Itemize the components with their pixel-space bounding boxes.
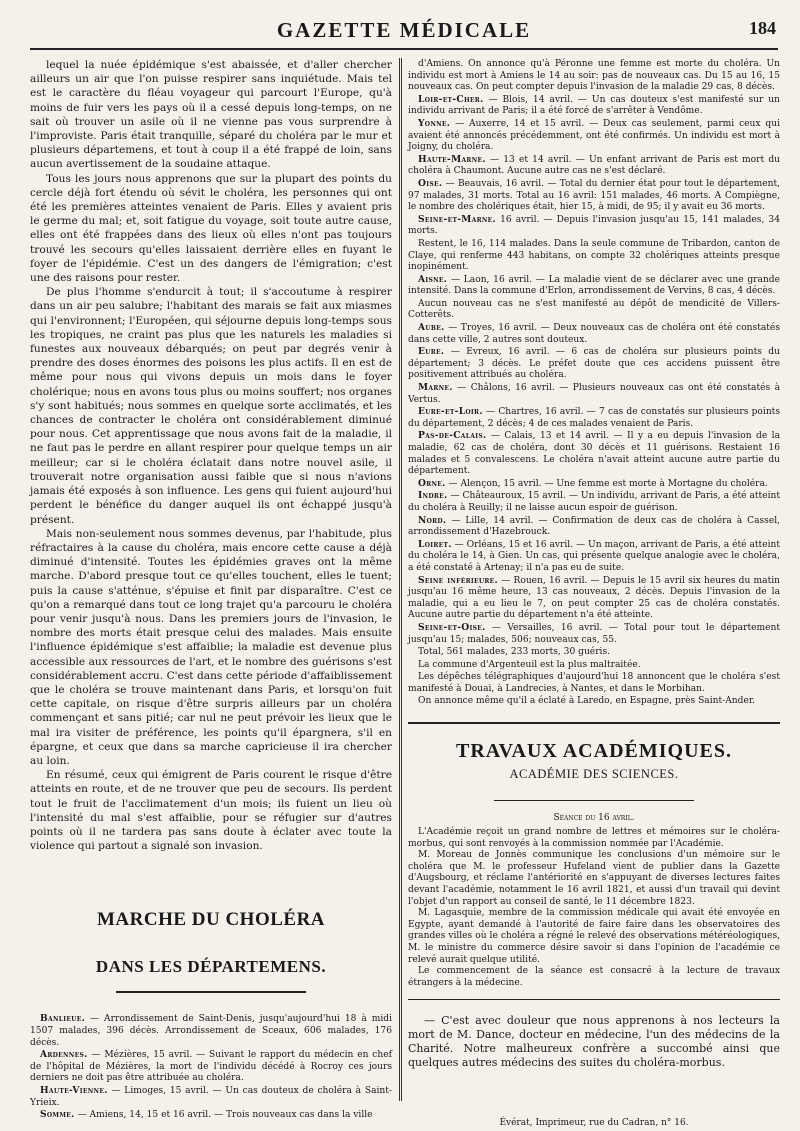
department-entry <box>30 1085 392 1109</box>
department-entry <box>408 646 780 659</box>
department-entry <box>408 430 780 477</box>
department-name: Seine-et-Oise. <box>418 621 486 633</box>
section-subtitle-departements: DANS LES DÉPARTEMENS. <box>95 957 327 977</box>
department-entry <box>408 274 780 298</box>
department-entry <box>408 298 780 322</box>
department-entry <box>30 1109 392 1122</box>
entry-text: — Mézières, 15 avril. — Suivant le rapport du médecin en chef de l'hôpital de Mézières, la mort de l'individu décédé à Rocroy ces jours derniers ne doit pas être attribuée au choléra. <box>30 1050 392 1084</box>
entry-text: — Limoges, 15 avril. — Un cas douteux de choléra à Saint-Yrieix. <box>30 1085 392 1108</box>
seance-date: Séance du 16 avril. <box>553 813 635 824</box>
department-name: Banlieue. <box>40 1013 86 1025</box>
department-entry <box>408 406 780 430</box>
left-column <box>30 58 392 1121</box>
entry-text: — Evreux, 16 avril. — 6 cas de choléra sur plusieurs points du département; 3 décès. Le préfet doute que ces accidens puissent être positivement attribués au choléra. <box>408 347 780 381</box>
entry-text: Total, 561 malades, 233 morts, 30 guéris. <box>418 647 611 658</box>
department-name: Indre. <box>418 490 448 502</box>
entry-text: — Blois, 14 avril. — Un cas douteux s'est manifesté sur un individu arrivant de Paris; il a été forcé de s'arrêter à Vendôme. <box>408 94 780 117</box>
department-name: Orne. <box>418 477 446 489</box>
academy-report <box>408 827 780 989</box>
department-entry <box>408 154 780 178</box>
entry-text: — Lille, 14 avril. — Confirmation de deux cas de choléra à Cassel, arrondissement d'Hazebrouck. <box>408 515 780 538</box>
department-name: Loir-et-Cher. <box>418 93 484 105</box>
department-name: Oise. <box>418 177 443 189</box>
department-name: Loiret. <box>418 538 452 550</box>
section-title-travaux: TRAVAUX ACADÉMIQUES. <box>456 740 732 763</box>
department-entry <box>408 539 780 575</box>
department-entry <box>408 382 780 406</box>
entry-text: — Châlons, 16 avril. — Plusieurs nouveaux cas ont été constatés à Vertus. <box>408 383 780 405</box>
department-name: Eure-et-Loir. <box>418 406 483 418</box>
department-entry <box>408 478 780 491</box>
paragraph: Le commencement de la séance est consacré à la lecture de travaux étrangers à la médecine. <box>408 966 780 988</box>
department-name: Seine-et-Marne. <box>418 213 497 225</box>
paragraph: M. Moreau de Jonnès communique les conclusions d'un mémoire sur le choléra que M. le professeur Hufeland vient de publier dans la Gazette d'Augsbourg, et réclame l'antériorité en s'appuyant de diverses lectures faites devant l'académie, notamment le 16 avril 1821, et aussi d'un travail qui devint l'objet d'un rapport au conseil de santé, le 11 décembre 1823. <box>408 850 780 907</box>
page-header <box>30 12 778 50</box>
column-divider <box>399 58 402 1101</box>
section-title-cholera: MARCHE DU CHOLÉRA <box>96 909 326 931</box>
entry-text: 16 avril. — Depuis l'invasion jusqu'au 15, 141 malades, 34 morts. <box>408 214 780 237</box>
paragraph: En résumé, ceux qui émigrent de Paris courent le risque d'être atteints en route, et de ne trouver que peu de secours. Ils perdent tout le fruit de l'acclimatement d'un mois; ils fuient un lieu où l'intensité du mal s'est affaiblie, pour se réfugier sur d'autres points où il ne tardera pas sans doute à éclater avec toute la violence qui partout a signalé son invasion. <box>30 769 392 853</box>
entry-text: d'Amiens. On annonce qu'à Péronne une femme est morte du choléra. Un individu est mort à Amiens le 14 au soir: pas de nouveaux cas. Du 15 au 16, 15 nouveaux cas. On peut compter depuis l'invasion de la maladie 29 cas, 8 décès. <box>408 59 780 93</box>
department-name: Ardennes. <box>40 1049 88 1061</box>
department-entry <box>408 490 780 514</box>
department-entries-left <box>30 1013 392 1121</box>
entry-text: On annonce même qu'il a éclaté à Laredo, en Espagne, près Saint-Ander. <box>418 696 756 707</box>
printer-imprint: Évérat, Imprimeur, rue du Cadran, n° 16. <box>499 1118 689 1129</box>
masthead-title: GAZETTE MÉDICALE <box>276 18 532 42</box>
paragraph: De plus l'homme s'endurcit à tout; il s'accoutume à respirer dans un air peu salubre; l'habitant des marais se fait aux miasmes qui l'environnent; l'Européen, qui séjourne depuis long-temps sous les tropiques, ne craint pas plus que les naturels les maladies si funestes aux nouveaux débarqués; on peut par degrés venir à prendre des doses énormes des poisons les plus actifs. Il en est de même pour nous qui vivons depuis un mois dans le foyer cholérique; nous en avons tous plus ou moins souffert; nos organes s'y sont habitués; nous sommes en quelque sorte acclimatés, et les chances de contracter le choléra ont considérablement diminué pour nous. Cet apprentissage que nous avons fait de la maladie, il ne faut pas le perdre en allant respirer pour quelque temps un air meilleur; car si le choléra éclatait dans notre nouvel asile, il trouverait notre organisation aussi faible que si nous n'avions jamais été exposés à son influence. Les gens qui fuient aujourd'hui perdent le bénéfice du danger auquel ils ont échappé jusqu'à présent. <box>30 286 392 526</box>
department-name: Marne. <box>418 382 453 394</box>
department-entry <box>408 515 780 539</box>
paragraph: M. Lagasquie, membre de la commission médicale qui avait été envoyée en Egypte, ayant demandé à l'autorité de faire faire dans les observatoires des grandes villes où le choléra a régné le relevé des observations météréologiques, M. le ministre du commerce désire savoir si dans l'opinion de l'académie ce relevé aurait quelque utilité. <box>408 908 780 965</box>
entry-text: — Beauvais, 16 avril. — Total du dernier état pour tout le département, 97 malades, 31 morts. Total au 16 avril: 151 malades, 46 morts. A Compiègne, le nombre des cholériques était, hier 15, à midi, de 95; il y avait eu 36 morts. <box>408 178 780 213</box>
entry-text: — Alençon, 15 avril. — Une femme est morte à Mortagne du choléra. <box>445 478 768 489</box>
entry-text: — Troyes, 16 avril. — Deux nouveaux cas de choléra ont été constatés dans cette ville, 2 autres sont douteux. <box>408 323 780 345</box>
title-rule <box>116 991 306 993</box>
notice-rule <box>408 999 780 1000</box>
paragraph: Mais non-seulement nous sommes devenus, par l'habitude, plus réfractaires à la cause du choléra, mais encore cette cause a déjà diminué d'intensité. Toutes les épidémies graves ont la même marche. D'abord presque tout ce qu'elles touchent, elles le tuent; puis la cause s'atténue, s'épuise et finit par disparaître. C'est ce qu'on a remarqué dans tout ce long trajet qu'a parcouru le choléra pour venir jusqu'à nous. Dans les premiers jours de l'invasion, le nombre des morts était presque celui des malades. Mais ensuite l'influence épidémique s'est affaiblie; la maladie est devenue plus accessible aux ressources de l'art, et le nombre des guérisons s'est considérablement accru. C'est dans cette période d'affaiblissement que le choléra se trouve maintenant dans Paris, et lorsqu'on fuit cette capitale, on risque d'être surpris ailleurs par un choléra commençant et sans pitié; car nul ne peut prévoir les lieux que le mal ira visiter de préférence, les points qu'il épargnera, s'il en épargne, et ceux que dans sa marche capricieuse il ira chercher au loin. <box>30 527 392 767</box>
entry-text: Aucun nouveau cas ne s'est manifesté au dépôt de mendicité de Villers-Cotterêts. <box>408 298 780 321</box>
entry-text: Les dépêches télégraphiques d'aujourd'hui 18 annoncent que le choléra s'est manifesté à Douai, à Landrecies, à Nantes, et dans le Morbihan. <box>408 672 780 694</box>
entry-text: — Amiens, 14, 15 et 16 avril. — Trois nouveaux cas dans la ville <box>74 1110 373 1121</box>
entry-text: — Versailles, 16 avril. — Total pour tout le département jusqu'au 15; malades, 506; nouveaux cas, 55. <box>408 622 780 645</box>
department-name: Aisne. <box>418 273 448 285</box>
department-entries-right <box>408 58 780 708</box>
academie-rule <box>494 800 694 801</box>
section-subtitle-academie: ACADÉMIE DES SCIENCES. <box>509 767 679 782</box>
department-entry <box>408 622 780 646</box>
department-name: Haute-Vienne. <box>40 1084 108 1096</box>
entry-text: — Auxerre, 14 et 15 avril. — Deux cas seulement, parmi ceux qui avaient été annoncés précédemment, ont été confirmés. Un individu est mort à Joigny, du choléra. <box>408 118 780 153</box>
entry-text: — Orléans, 15 et 16 avril. — Un maçon, arrivant de Paris, a été atteint du choléra le 14, à Gien. Un cas, qui présente quelque analogie avec le choléra, a été constaté à Artenay; il n'a pas eu de suite. <box>408 539 780 573</box>
page-number: 184 <box>749 18 776 38</box>
department-entry <box>30 1013 392 1049</box>
department-entry <box>408 118 780 154</box>
entry-text: — 13 et 14 avril. — Un enfant arrivant de Paris est mort du choléra à Chaumont. Aucune autre cas ne s'est déclaré. <box>408 154 780 177</box>
entry-text: — Châteauroux, 15 avril. — Un individu, arrivant de Paris, a été atteint du choléra à Reuilly; il ne laisse aucun espoir de guérison. <box>408 491 780 513</box>
department-name: Seine inférieure. <box>418 574 499 586</box>
department-entry <box>408 58 780 94</box>
paragraph: Tous les jours nous apprenons que sur la plupart des points du cercle déjà fort étendu où sévit le choléra, les personnes qui ont été les premières atteintes venaient de Paris. Elles y avaient pris le germe du mal; et, soit fatigue du voyage, soit toute autre cause, elles ont été frappées dans des lieux où elles n'ont pas toujours trouvé les secours qu'elles laissaient derrière elles en fuyant le foyer de l'épidémie. C'est un des dangers de l'émigration; c'est une des raisons pour rester. <box>30 172 392 285</box>
paragraph: L'Académie reçoit un grand nombre de lettres et mémoires sur le choléra-morbus, qui sont renvoyés à la commission nommée par l'Académie. <box>408 827 780 849</box>
department-entry <box>30 1049 392 1085</box>
department-entry <box>408 659 780 672</box>
department-entry <box>408 575 780 622</box>
paragraph: lequel la nuée épidémique s'est abaissée, et d'aller chercher ailleurs un air que l'on puisse respirer sans inquiétude. Mais tel est le caractère du fléau voyageur qui parcourt l'Europe, qu'à moins de fuir vers les pays où il a cessé depuis long-temps, on ne sait où trouver un asile où il ne vienne pas vous surprendre à l'improviste. Paris était tranquille, séparé du choléra par le mur et plusieurs départemens, et tout à coup il a été frappé de loin, sans aucun avertissement de la soudaine attaque. <box>30 59 392 171</box>
entry-text: — Chartres, 16 avril. — 7 cas de constatés sur plusieurs points du département, 2 décès; 4 de ces malades venaient de Paris. <box>408 407 780 429</box>
entry-text: La commune d'Argenteuil est la plus maltraitée. <box>418 659 641 670</box>
entry-text: — Arrondissement de Saint-Denis, jusqu'aujourd'hui 18 à midi 1507 malades, 396 décès. Arrondissement de Sceaux, 606 malades, 176 décès. <box>30 1014 392 1048</box>
entry-text: — Rouen, 16 avril. — Depuis le 15 avril six heures du matin jusqu'au 16 même heure, 13 cas nouveaux, 2 décès. Depuis l'invasion de la maladie, qui a eu lieu le 7, on peut compter 25 cas de choléra constatés. Aucune autre partie du département n'a été atteinte. <box>408 575 781 621</box>
department-entry <box>408 671 780 695</box>
department-entry <box>408 346 780 382</box>
right-column <box>408 58 781 1129</box>
department-name: Eure. <box>418 346 445 358</box>
department-name: Nord. <box>418 514 447 526</box>
department-name: Aube. <box>418 322 445 334</box>
entry-text: — Laon, 16 avril. — La maladie vient de se déclarer avec une grande intensité. Dans la commune d'Erlon, arrondissement de Vervins, 8 cas, 4 décès. <box>408 274 780 297</box>
department-name: Pas-de-Calais. <box>418 430 487 442</box>
department-name: Yonne. <box>418 117 451 129</box>
department-entry <box>408 238 780 274</box>
article-body <box>30 58 392 853</box>
department-entry <box>408 695 780 708</box>
department-name: Haute-Marne. <box>418 153 486 165</box>
department-entry <box>408 94 780 118</box>
department-entry <box>408 178 780 214</box>
entry-text: — Calais, 13 et 14 avril. — Il y a eu depuis l'invasion de la maladie, 62 cas de choléra, dont 30 décès et 11 guérisons. Restaient 16 malades et 5 convalescens. Le choléra n'avait atteint aucune autre partie du département. <box>408 431 780 477</box>
entry-text: Restent, le 16, 114 malades. Dans la seule commune de Tribardon, canton de Claye, qui renferme 443 habitans, on compte 32 cholériques atteints presque inopinément. <box>408 238 780 273</box>
death-notice: — C'est avec douleur que nous apprenons à nos lecteurs la mort de M. Dance, docteur en médecine, l'un des médecins de la Charité. Notre malheureux confrère a succombé ainsi que quelques autres médecins des suites du choléra-morbus. <box>408 1014 780 1070</box>
department-entry <box>408 214 780 238</box>
department-entry <box>408 322 780 346</box>
department-name: Somme. <box>40 1109 75 1121</box>
section-rule <box>408 722 780 724</box>
